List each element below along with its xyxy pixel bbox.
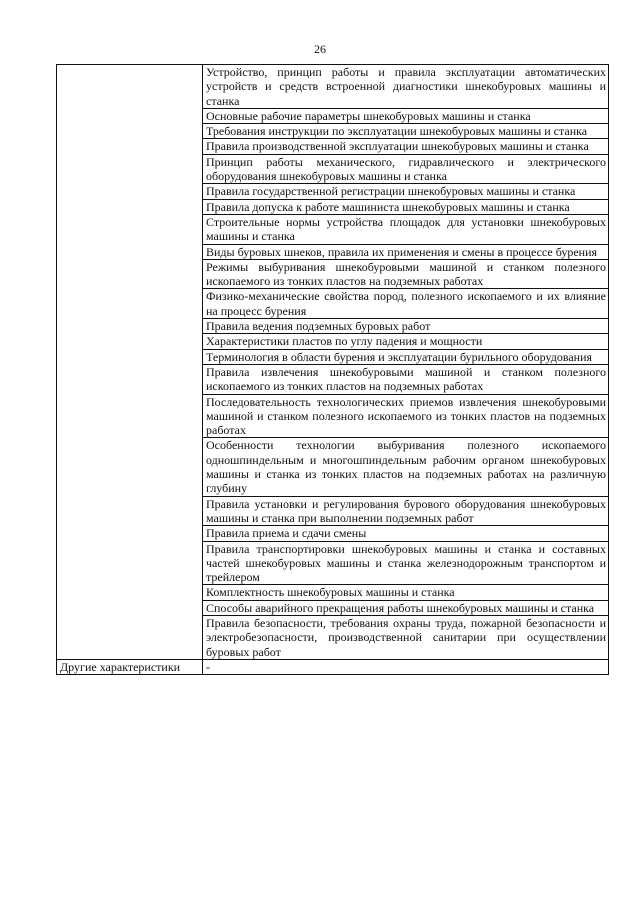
knowledge-item: Устройство, принцип работы и правила эксплуатации автоматических устройств и средств встроенной диагностики шнекобуровых машины и станка: [203, 65, 609, 109]
knowledge-item: Правила безопасности, требования охраны труда, пожарной безопасности и электробезопасности, производственной санитарии при осуществлении буровых работ: [203, 615, 609, 659]
knowledge-item: Правила установки и регулирования бурового оборудования шнекобуровых машины и станка при выполнении подземных работ: [203, 496, 609, 526]
knowledge-item: Правила допуска к работе машиниста шнекобуровых машины и станка: [203, 199, 609, 214]
knowledge-item: Характеристики пластов по углу падения и мощности: [203, 334, 609, 349]
knowledge-item: Правила транспортировки шнекобуровых машины и станка и составных частей шнекобуровых машины и станка железнодорожным транспортом и трейлером: [203, 541, 609, 585]
knowledge-item: Правила производственной эксплуатации шнекобуровых машины и станка: [203, 139, 609, 154]
knowledge-item: Режимы выбуривания шнекобуровыми машиной и станком полезного ископаемого из тонких пластов на подземных работах: [203, 259, 609, 289]
knowledge-item: Строительные нормы устройства площадок для установки шнекобуровых машины и станка: [203, 214, 609, 244]
other-characteristics-value: -: [203, 659, 609, 674]
table-row: [57, 65, 609, 109]
knowledge-item: Правила приема и сдачи смены: [203, 526, 609, 541]
knowledge-item: Правила ведения подземных буровых работ: [203, 319, 609, 334]
knowledge-item: Основные рабочие параметры шнекобуровых машины и станка: [203, 108, 609, 123]
qualification-table: [56, 64, 609, 675]
knowledge-item: Принцип работы механического, гидравлического и электрического оборудования шнекобуровых машины и станка: [203, 154, 609, 184]
knowledge-item: Комплектность шнекобуровых машины и станка: [203, 585, 609, 600]
knowledge-item: Виды буровых шнеков, правила их применения и смены в процессе бурения: [203, 244, 609, 259]
page-number: 26: [314, 42, 326, 56]
knowledge-item: Физико-механические свойства пород, полезного ископаемого и их влияние на процесс бурения: [203, 289, 609, 319]
knowledge-item: Последовательность технологических приемов извлечения шнекобуровыми машиной и станком полезного ископаемого из тонких пластов на подземных работах: [203, 394, 609, 438]
knowledge-item: Способы аварийного прекращения работы шнекобуровых машины и станка: [203, 600, 609, 615]
knowledge-item: Требования инструкции по эксплуатации шнекобуровых машины и станка: [203, 124, 609, 139]
other-characteristics-row: [57, 659, 609, 674]
knowledge-item: Терминология в области бурения и эксплуатации бурильного оборудования: [203, 349, 609, 364]
knowledge-label-cell: [57, 65, 203, 660]
knowledge-item: Правила извлечения шнекобуровыми машиной и станком полезного ископаемого из тонких пластов на подземных работах: [203, 364, 609, 394]
other-characteristics-label: Другие характеристики: [57, 659, 203, 674]
knowledge-item: Правила государственной регистрации шнекобуровых машины и станка: [203, 184, 609, 199]
knowledge-item: Особенности технологии выбуривания полезного ископаемого одношпиндельным и многошпиндельным рабочим органом шнекобуровых машины и станка из тонких пластов на подземных работах на различную глубину: [203, 438, 609, 496]
